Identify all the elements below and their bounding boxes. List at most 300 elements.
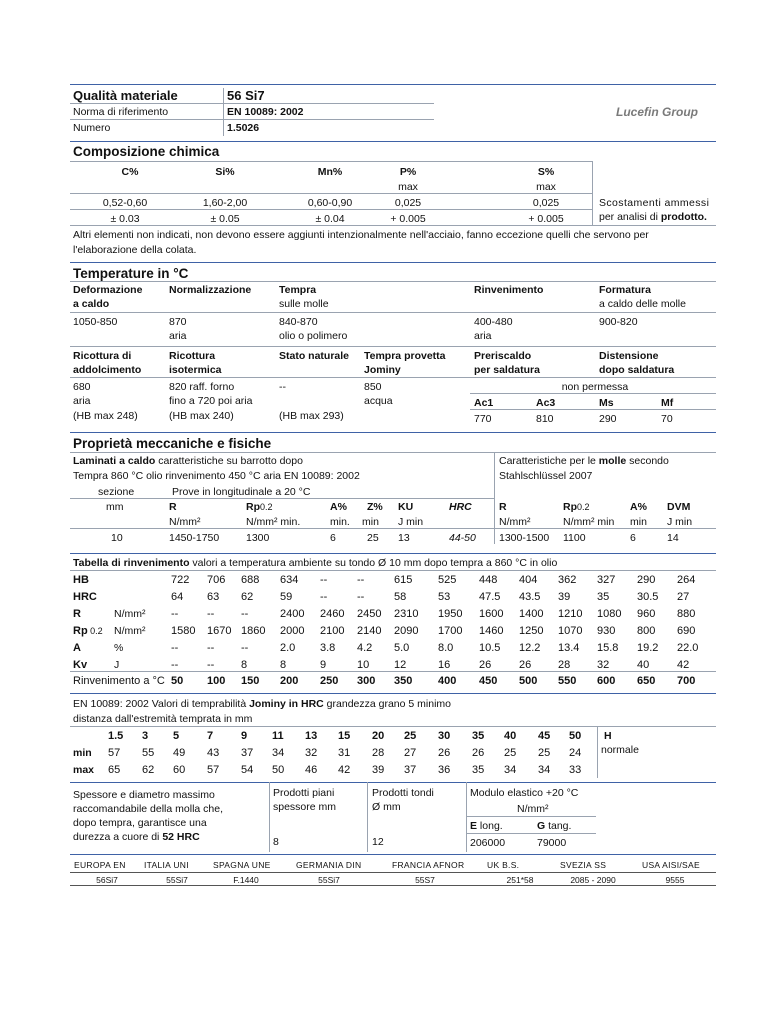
- non-permessa: non permessa: [561, 381, 629, 393]
- rinv-value-1: 400-480: [474, 316, 513, 328]
- equiv-header: FRANCIA AFNOR: [392, 860, 465, 870]
- rinv-value-2: aria: [474, 330, 492, 342]
- quality-label: Qualità materiale: [73, 88, 178, 103]
- equiv-value: F.1440: [233, 875, 259, 885]
- tempering-cell: 26: [519, 659, 532, 671]
- tempra-line: Tempra 860 °C olio rinvenimento 450 °C aria EN 10089: 2002: [73, 470, 360, 482]
- jominy-max-value: 42: [338, 764, 351, 776]
- tempering-cell: 22.0: [677, 642, 699, 654]
- jominy-distance: 1.5: [108, 730, 124, 742]
- tempering-cell: 722: [171, 574, 190, 586]
- norm-label: Norma di riferimento: [73, 106, 169, 118]
- tempering-cell: 43.5: [519, 591, 541, 603]
- tempering-cell: 1080: [597, 608, 622, 620]
- tempering-cell: 8: [280, 659, 287, 671]
- form-head: Formatura: [599, 284, 651, 296]
- mech-title: Proprietà meccaniche e fisiche: [73, 436, 272, 451]
- jominy-max-value: 50: [272, 764, 285, 776]
- chem-note-2: per analisi di prodotto.: [599, 211, 707, 223]
- tempering-cell: 2400: [280, 608, 305, 620]
- jominy-min-value: 32: [305, 747, 318, 759]
- jominy-min-value: 57: [108, 747, 121, 759]
- norm-value: EN 10089: 2002: [227, 106, 304, 118]
- tempering-cell: 290: [637, 574, 656, 586]
- jominy-distance: 25: [404, 730, 417, 742]
- tempra-head-2: sulle molle: [279, 298, 329, 310]
- jominy-min-value: 28: [372, 747, 385, 759]
- tempering-row-label: Kv: [73, 659, 88, 671]
- jominy-max-value: 54: [241, 764, 254, 776]
- chem-val-c: 0,52-0,60: [102, 197, 148, 209]
- jominy-min-value: 27: [404, 747, 417, 759]
- tempering-cell: --: [171, 642, 179, 654]
- equiv-value: 55Si7: [166, 875, 188, 885]
- tempering-cell: --: [207, 659, 215, 671]
- tempering-cell: 1600: [479, 608, 504, 620]
- iso-value-3: (HB max 240): [169, 410, 234, 422]
- tempering-cell: 1950: [438, 608, 463, 620]
- iso-value-2: fino a 720 poi aria: [169, 395, 253, 407]
- mech-v-dvm: 14: [667, 532, 679, 544]
- modulo-g: G tang.: [537, 820, 572, 832]
- tempering-cell: 12: [394, 659, 407, 671]
- quality-value: 56 Si7: [227, 88, 265, 103]
- tempering-cell: --: [320, 574, 328, 586]
- equiv-value: 56Si7: [96, 875, 118, 885]
- mech-u-r: N/mm²: [169, 516, 201, 528]
- chem-tol-mn: ± 0.04: [315, 213, 345, 225]
- tempering-cell: 3.8: [320, 642, 336, 654]
- mf-value: 70: [661, 413, 673, 425]
- jominy-max-value: 37: [404, 764, 417, 776]
- tempering-cell: 327: [597, 574, 616, 586]
- jominy-distance: 30: [438, 730, 451, 742]
- ric-head-1: Ricottura di: [73, 350, 132, 362]
- jominy-min-value: 26: [472, 747, 485, 759]
- jominy-distance: 50: [569, 730, 582, 742]
- norm-head: Normalizzazione: [169, 284, 252, 296]
- tempering-row-unit: N/mm²: [114, 625, 146, 637]
- mech-u-rp: N/mm² min.: [246, 516, 301, 528]
- jominy-min-value: 25: [504, 747, 517, 759]
- temps-title: Temperature in °C: [73, 266, 189, 281]
- equiv-value: 9555: [665, 875, 685, 885]
- mech-v-sez: 10: [111, 532, 123, 544]
- tempering-cell: 2310: [394, 608, 419, 620]
- jominy-max-value: 39: [372, 764, 385, 776]
- tempering-cell: 2140: [357, 625, 382, 637]
- tempering-temp: 650: [637, 675, 656, 687]
- jominy-distance: 35: [472, 730, 485, 742]
- ac1-value: 770: [474, 413, 492, 425]
- jominy-min-value: 34: [272, 747, 285, 759]
- mech-h-r: R: [169, 501, 177, 513]
- tempering-cell: 10.5: [479, 642, 501, 654]
- piani-value: 8: [273, 836, 279, 848]
- chem-col-c: C%: [121, 166, 139, 178]
- tempering-cell: 2.0: [280, 642, 296, 654]
- chem-col-p: P%: [399, 166, 417, 178]
- tempering-cell: 27: [677, 591, 690, 603]
- tempering-cell: --: [171, 659, 179, 671]
- mech-v-hrc: 44-50: [449, 532, 476, 544]
- ms-value: 290: [599, 413, 617, 425]
- tempering-cell: 2090: [394, 625, 419, 637]
- tondi-label-1: Prodotti tondi: [372, 787, 434, 799]
- mech-u-a2: min: [630, 516, 647, 528]
- ac1-head: Ac1: [474, 397, 494, 409]
- pre-head-1: Preriscaldo: [474, 350, 532, 362]
- mech-u-dvm: J min: [667, 516, 693, 528]
- tempering-cell: --: [241, 608, 249, 620]
- modulo-unit: N/mm²: [517, 803, 549, 815]
- equiv-value: 55S7: [415, 875, 435, 885]
- equiv-header: ITALIA UNI: [144, 860, 189, 870]
- norm-value-2: aria: [169, 330, 187, 342]
- chem-tol-p: + 0.005: [390, 213, 426, 225]
- tempering-cell: --: [320, 591, 328, 603]
- jominy-min-value: 49: [173, 747, 186, 759]
- tempering-cell: 5.0: [394, 642, 410, 654]
- chem-note-1: Scostamenti ammessi: [599, 197, 710, 209]
- tempering-cell: 53: [438, 591, 451, 603]
- def-head-2: a caldo: [73, 298, 110, 310]
- tempering-cell: 13.4: [558, 642, 580, 654]
- tempering-temp: 300: [357, 675, 376, 687]
- mech-v-z: 25: [367, 532, 379, 544]
- spess-line-4: durezza a cuore di 52 HRC: [73, 831, 200, 843]
- jominy-max-value: 33: [569, 764, 582, 776]
- chem-col-si: Si%: [215, 166, 235, 178]
- chem-col-mn: Mn%: [317, 166, 343, 178]
- jominy-max-value: 36: [438, 764, 451, 776]
- tempering-temp: 550: [558, 675, 577, 687]
- jominy-distance: 45: [538, 730, 551, 742]
- equiv-header: USA AISI/SAE: [642, 860, 700, 870]
- tempering-cell: 4.2: [357, 642, 373, 654]
- laminati-line: Laminati a caldo caratteristiche su barrotto dopo: [73, 455, 303, 467]
- jominy-head-2: Jominy: [364, 364, 401, 376]
- modulo-g-value: 79000: [537, 837, 567, 849]
- tempering-cell: 40: [637, 659, 650, 671]
- tempering-row-label: A: [73, 642, 81, 654]
- tempering-cell: 32: [597, 659, 610, 671]
- mech-v-a: 6: [330, 532, 336, 544]
- mf-head: Mf: [661, 397, 674, 409]
- mech-u-ku: J min: [398, 516, 424, 528]
- jominy-min-value: 37: [241, 747, 254, 759]
- stato-value-1: --: [279, 381, 286, 393]
- tempering-cell: 706: [207, 574, 226, 586]
- tempering-temp: 50: [171, 675, 184, 687]
- tempra-head: Tempra: [279, 284, 317, 296]
- jominy-max-value: 34: [504, 764, 517, 776]
- tempering-cell: --: [357, 574, 365, 586]
- dist-head-2: dopo saldatura: [599, 364, 675, 376]
- tempering-cell: --: [357, 591, 365, 603]
- tempering-cell: 35: [597, 591, 610, 603]
- tempering-temp: 350: [394, 675, 413, 687]
- stato-value-3: (HB max 293): [279, 410, 344, 422]
- tempering-temp: 150: [241, 675, 260, 687]
- tempering-cell: 2460: [320, 608, 345, 620]
- tempering-cell: 1210: [558, 608, 583, 620]
- mech-v-rp2: 1100: [563, 532, 586, 544]
- jominy-value-2: acqua: [364, 395, 393, 407]
- tempering-cell: 12.2: [519, 642, 541, 654]
- tempering-cell: 1400: [519, 608, 544, 620]
- number-value: 1.5026: [227, 122, 260, 134]
- jominy-min-value: 43: [207, 747, 220, 759]
- tempering-temp: 600: [597, 675, 616, 687]
- modulo-label: Modulo elastico +20 °C: [470, 787, 579, 799]
- tempering-cell: 47.5: [479, 591, 501, 603]
- jominy-max-label: max: [73, 764, 95, 776]
- tempering-cell: 264: [677, 574, 696, 586]
- tempering-temp: 400: [438, 675, 457, 687]
- dist-head-1: Distensione: [599, 350, 659, 362]
- piani-label-2: spessore mm: [273, 801, 337, 813]
- jominy-distance: 15: [338, 730, 351, 742]
- mech-h-rp: Rp0.2: [246, 501, 273, 513]
- ric-head-2: addolcimento: [73, 364, 142, 376]
- equiv-value: 251*58: [506, 875, 534, 885]
- jominy-min-value: 24: [569, 747, 582, 759]
- tempra-value-1: 840-870: [279, 316, 318, 328]
- jominy-max-value: 65: [108, 764, 121, 776]
- stahl-line: Stahlschlüssel 2007: [499, 470, 593, 482]
- ac3-value: 810: [536, 413, 554, 425]
- chem-val-s: 0,025: [532, 197, 560, 209]
- molle-line: Caratteristiche per le molle secondo: [499, 455, 669, 467]
- equiv-header: SPAGNA UNE: [213, 860, 271, 870]
- mech-h-hrc: HRC: [449, 501, 472, 513]
- ric-value-1: 680: [73, 381, 91, 393]
- tempering-cell: 63: [207, 591, 220, 603]
- jominy-min-label: min: [73, 747, 92, 759]
- jominy-min-value: 26: [438, 747, 451, 759]
- tempering-cell: --: [207, 608, 215, 620]
- chem-s-max: max: [536, 181, 556, 193]
- mech-v-rp: 1300: [246, 532, 270, 544]
- piani-label-1: Prodotti piani: [273, 787, 335, 799]
- prove-label: Prove in longitudinale a 20 °C: [172, 486, 311, 498]
- temp-label: Rinvenimento a °C: [73, 675, 165, 687]
- tempering-cell: 59: [280, 591, 293, 603]
- mech-h-r2: R: [499, 501, 507, 513]
- def-value: 1050-850: [73, 316, 118, 328]
- jominy-distance: 20: [372, 730, 385, 742]
- mech-v-r2: 1300-1500: [499, 532, 550, 544]
- tempering-temp: 450: [479, 675, 498, 687]
- equiv-header: GERMANIA DIN: [296, 860, 362, 870]
- tempering-temp: 250: [320, 675, 339, 687]
- jominy-min-value: 55: [142, 747, 155, 759]
- tondi-value: 12: [372, 836, 384, 848]
- def-head-1: Deformazione: [73, 284, 143, 296]
- jominy-max-value: 34: [538, 764, 551, 776]
- ms-head: Ms: [599, 397, 614, 409]
- chem-tol-s: + 0.005: [528, 213, 564, 225]
- tempering-cell: 525: [438, 574, 457, 586]
- tempering-cell: 26: [479, 659, 492, 671]
- chem-tol-si: ± 0.05: [210, 213, 240, 225]
- tempering-cell: 690: [677, 625, 696, 637]
- jominy-distance: 9: [241, 730, 248, 742]
- rinv-title: Tabella di rinvenimento valori a temperatura ambiente su tondo Ø 10 mm dopo tempra a 860 °C in olio: [73, 557, 558, 569]
- tempering-cell: 30.5: [637, 591, 659, 603]
- tempering-cell: 362: [558, 574, 577, 586]
- tempering-cell: 960: [637, 608, 656, 620]
- tempering-cell: 8.0: [438, 642, 454, 654]
- ric-value-3: (HB max 248): [73, 410, 138, 422]
- jominy-value-1: 850: [364, 381, 382, 393]
- jominy-h: H: [604, 730, 612, 742]
- mech-h-a2: A%: [630, 501, 647, 513]
- tempering-cell: 1250: [519, 625, 544, 637]
- jominy-distance-label: distanza dall'estremità temprata in mm: [73, 713, 253, 725]
- jominy-head-1: Tempra provetta: [364, 350, 446, 362]
- mech-u-a: min.: [330, 516, 350, 528]
- mech-u-z: min: [362, 516, 379, 528]
- iso-head-2: isotermica: [169, 364, 222, 376]
- form-value: 900-820: [599, 316, 638, 328]
- tempering-temp: 500: [519, 675, 538, 687]
- tempering-cell: 634: [280, 574, 299, 586]
- tempering-row-label: Rp 0.2: [73, 625, 103, 637]
- tempering-row-label: HB: [73, 574, 89, 586]
- tempering-cell: 1670: [207, 625, 232, 637]
- tempering-cell: 28: [558, 659, 571, 671]
- tempering-cell: 1460: [479, 625, 504, 637]
- spess-line-2: raccomandabile della molla che,: [73, 803, 223, 815]
- jominy-distance: 7: [207, 730, 214, 742]
- ric-value-2: aria: [73, 395, 91, 407]
- jominy-max-value: 35: [472, 764, 485, 776]
- mech-h-a: A%: [330, 501, 347, 513]
- pre-head-2: per saldatura: [474, 364, 540, 376]
- tempering-temp: 100: [207, 675, 226, 687]
- mech-v-ku: 13: [398, 532, 410, 544]
- tempering-cell: 930: [597, 625, 616, 637]
- jominy-max-value: 60: [173, 764, 186, 776]
- tempra-value-2: olio o polimero: [279, 330, 348, 342]
- tempering-row-unit: J: [114, 659, 120, 671]
- tempering-row-unit: N/mm²: [114, 608, 146, 620]
- sezione-label: sezione: [98, 486, 135, 498]
- equiv-header: UK B.S.: [487, 860, 520, 870]
- norm-value-1: 870: [169, 316, 187, 328]
- ac3-head: Ac3: [536, 397, 556, 409]
- chem-other-1: Altri elementi non indicati, non devono essere aggiunti intenzionalmente nell'acciaio, fanno eccezione quelli che servono per: [73, 229, 649, 241]
- equiv-header: EUROPA EN: [74, 860, 126, 870]
- jominy-distance: 11: [272, 730, 284, 742]
- modulo-e-value: 206000: [470, 837, 506, 849]
- chem-val-si: 1,60-2,00: [202, 197, 248, 209]
- mech-h-ku: KU: [398, 501, 414, 513]
- tempering-cell: 10: [357, 659, 370, 671]
- tempering-temp: 700: [677, 675, 696, 687]
- tempering-cell: 880: [677, 608, 696, 620]
- chem-tol-c: ± 0.03: [110, 213, 140, 225]
- tempering-cell: 2450: [357, 608, 382, 620]
- jominy-distance: 3: [142, 730, 149, 742]
- chem-val-mn: 0,60-0,90: [307, 197, 353, 209]
- mech-h-rp2: Rp0.2: [563, 501, 590, 513]
- chem-other-2: l'elaborazione della colata.: [73, 244, 197, 256]
- mech-u-r2: N/mm²: [499, 516, 531, 528]
- chem-p-max: max: [398, 181, 418, 193]
- tempering-cell: --: [207, 642, 215, 654]
- tempering-cell: 448: [479, 574, 498, 586]
- mech-h-dvm: DVM: [667, 501, 691, 513]
- tempering-temp: 200: [280, 675, 299, 687]
- group-logo-text: Lucefin Group: [616, 105, 698, 119]
- tempering-cell: --: [171, 608, 179, 620]
- equiv-value: 2085 - 2090: [570, 875, 616, 885]
- jominy-distance: 40: [504, 730, 517, 742]
- tempering-cell: 42: [677, 659, 690, 671]
- tempering-row-label: R: [73, 608, 81, 620]
- chem-title: Composizione chimica: [73, 144, 220, 159]
- jominy-title: EN 10089: 2002 Valori di temprabilità Jominy in HRC grandezza grano 5 minimo: [73, 698, 452, 710]
- equiv-value: 55Si7: [318, 875, 340, 885]
- tempering-cell: 1070: [558, 625, 583, 637]
- tempering-cell: 1580: [171, 625, 196, 637]
- tempering-cell: 1860: [241, 625, 266, 637]
- tempering-cell: 19.2: [637, 642, 659, 654]
- mech-u-rp2: N/mm² min: [563, 516, 615, 528]
- tempering-cell: 15.8: [597, 642, 619, 654]
- mech-h-z: Z%: [367, 501, 383, 513]
- jominy-max-value: 46: [305, 764, 318, 776]
- jominy-distance: 13: [305, 730, 318, 742]
- number-label: Numero: [73, 122, 111, 134]
- tempering-cell: 1700: [438, 625, 463, 637]
- tempering-cell: 404: [519, 574, 538, 586]
- jominy-min-value: 31: [338, 747, 351, 759]
- spess-line-3: dopo tempra, garantisce una: [73, 817, 207, 829]
- tempering-cell: 800: [637, 625, 656, 637]
- tempering-cell: --: [241, 642, 249, 654]
- jominy-normale: normale: [601, 744, 639, 756]
- stato-head: Stato naturale: [279, 350, 350, 362]
- jominy-min-value: 25: [538, 747, 551, 759]
- spess-line-1: Spessore e diametro massimo: [73, 789, 215, 801]
- jominy-max-value: 62: [142, 764, 155, 776]
- jominy-distance: 5: [173, 730, 180, 742]
- iso-value-1: 820 raff. forno: [169, 381, 235, 393]
- tempering-cell: 58: [394, 591, 407, 603]
- chem-col-s: S%: [537, 166, 555, 178]
- modulo-e: E long.: [470, 820, 503, 832]
- rinv-head: Rinvenimento: [474, 284, 544, 296]
- tempering-cell: 62: [241, 591, 254, 603]
- mech-mm: mm: [106, 501, 124, 513]
- tempering-cell: 615: [394, 574, 413, 586]
- mech-v-a2: 6: [630, 532, 636, 544]
- tempering-row-label: HRC: [73, 591, 97, 603]
- tempering-cell: 2000: [280, 625, 305, 637]
- tempering-cell: 9: [320, 659, 327, 671]
- mech-v-r: 1450-1750: [169, 532, 220, 544]
- tempering-cell: 688: [241, 574, 260, 586]
- jominy-max-value: 57: [207, 764, 220, 776]
- tempering-cell: 16: [438, 659, 451, 671]
- tempering-row-unit: %: [114, 642, 124, 654]
- tempering-cell: 2100: [320, 625, 345, 637]
- iso-head-1: Ricottura: [169, 350, 216, 362]
